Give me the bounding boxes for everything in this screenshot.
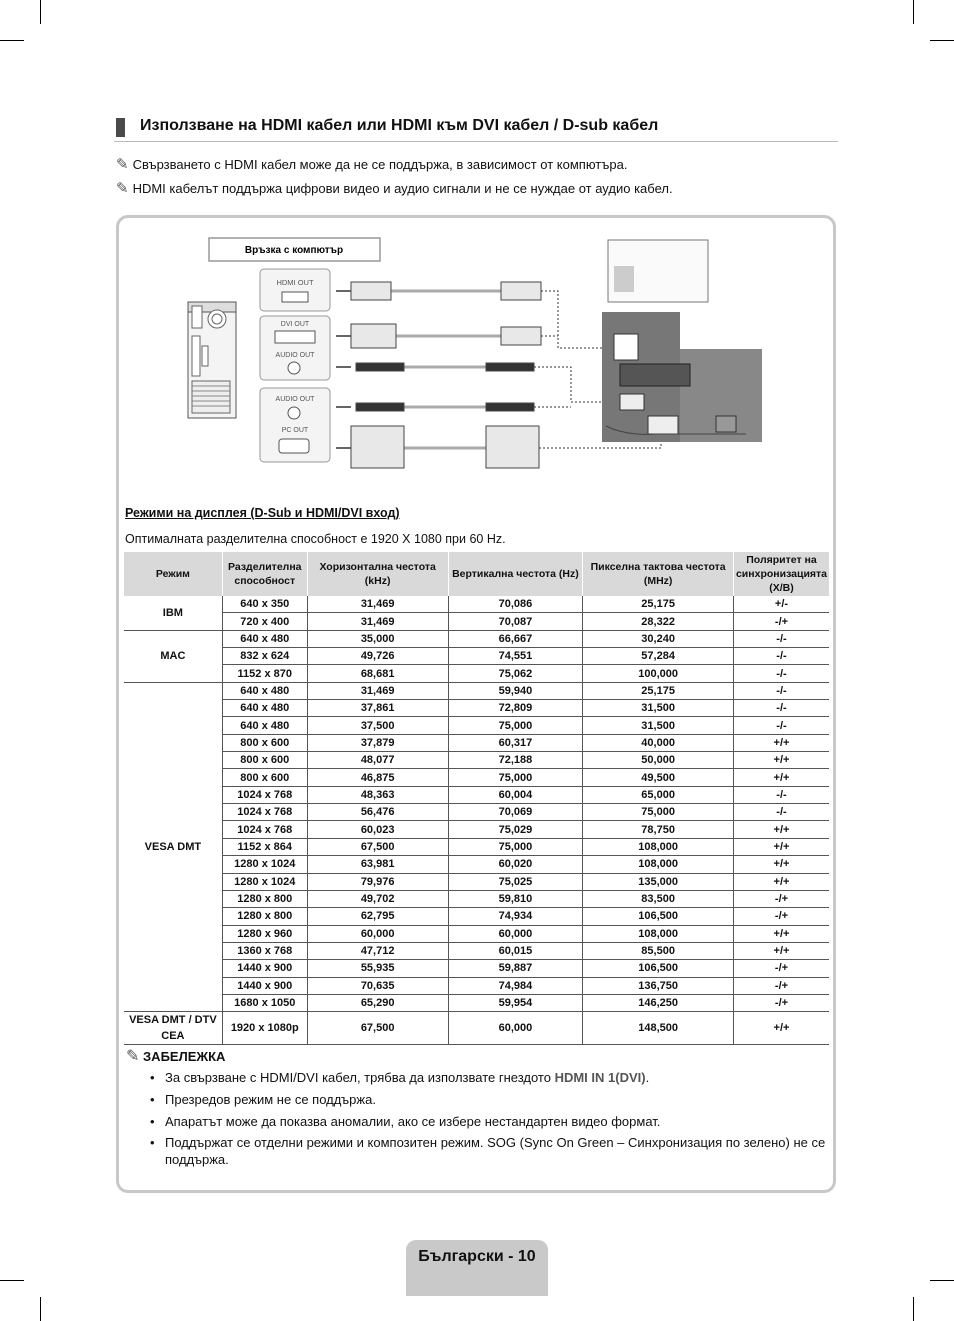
table-cell: 75,000: [448, 769, 583, 786]
table-row: [124, 994, 829, 1011]
table-cell: -/+: [733, 890, 829, 907]
hdmi-out-panel: [260, 269, 330, 311]
table-cell: -/-: [733, 648, 829, 665]
table-cell: 49,702: [307, 890, 448, 907]
table-row: [124, 665, 829, 682]
table-cell: 67,500: [307, 838, 448, 855]
crop-mark: [40, 1297, 41, 1321]
table-cell: 106,500: [583, 960, 734, 977]
crop-mark: [0, 1280, 24, 1281]
table-cell: 720 x 400: [222, 613, 307, 630]
table-row: [124, 786, 829, 803]
table-cell: 640 x 480: [222, 700, 307, 717]
table-cell: +/-: [733, 596, 829, 613]
table-row: [124, 717, 829, 734]
table-cell: 67,500: [307, 1012, 448, 1045]
col-header: Разделителна способност: [222, 552, 307, 596]
table-row: [124, 925, 829, 942]
table-cell: +/+: [733, 873, 829, 890]
table-cell: 66,667: [448, 630, 583, 647]
table-row: [124, 890, 829, 907]
table-row: [124, 630, 829, 647]
table-cell: 72,188: [448, 752, 583, 769]
table-cell: 65,000: [583, 786, 734, 803]
title-bar-marker: [116, 118, 125, 137]
table-cell: 74,934: [448, 908, 583, 925]
table-cell: 75,062: [448, 665, 583, 682]
table-cell: 70,069: [448, 804, 583, 821]
table-row: [124, 752, 829, 769]
table-cell: 31,500: [583, 700, 734, 717]
table-cell: 59,810: [448, 890, 583, 907]
table-cell: 1280 x 1024: [222, 856, 307, 873]
table-cell: 31,469: [307, 613, 448, 630]
table-cell: 28,322: [583, 613, 734, 630]
table-cell: 60,000: [307, 925, 448, 942]
tv-back-panel-icon: [602, 240, 762, 442]
table-cell: 1440 x 900: [222, 960, 307, 977]
display-modes-table: [124, 552, 829, 1045]
table-cell: 75,029: [448, 821, 583, 838]
table-cell: 57,284: [583, 648, 734, 665]
audio-jack-icon: [288, 362, 300, 374]
vga-port-icon: [279, 439, 309, 453]
table-cell: +/+: [733, 942, 829, 959]
table-cell: 59,954: [448, 994, 583, 1011]
table-cell: +/+: [733, 769, 829, 786]
table-cell: 70,086: [448, 596, 583, 613]
table-cell: 100,000: [583, 665, 734, 682]
table-row: [124, 908, 829, 925]
table-row: [124, 804, 829, 821]
dvi-out-label: DVI OUT: [280, 321, 310, 328]
table-cell: 65,290: [307, 994, 448, 1011]
pc-out-label: PC OUT: [281, 427, 309, 434]
table-cell: 40,000: [583, 734, 734, 751]
table-cell: 74,551: [448, 648, 583, 665]
table-cell: 1280 x 1024: [222, 873, 307, 890]
table-cell: +/+: [733, 838, 829, 855]
table-row: [124, 821, 829, 838]
mode-cell: MAC: [124, 630, 222, 682]
table-cell: 60,317: [448, 734, 583, 751]
table-cell: 1152 x 864: [222, 838, 307, 855]
note-line: [116, 155, 627, 173]
table-cell: 800 x 600: [222, 769, 307, 786]
note-heading: [126, 1046, 225, 1065]
table-cell: 640 x 480: [222, 682, 307, 699]
table-cell: 1280 x 960: [222, 925, 307, 942]
page-number: Български - 10: [418, 1248, 536, 1265]
table-row: [124, 873, 829, 890]
table-cell: 1440 x 900: [222, 977, 307, 994]
table-cell: 48,077: [307, 752, 448, 769]
pc-connection-diagram: [186, 236, 766, 472]
crop-mark: [930, 1280, 954, 1281]
table-cell: 108,000: [583, 838, 734, 855]
table-cell: 49,500: [583, 769, 734, 786]
table-cell: 1024 x 768: [222, 821, 307, 838]
table-row: [124, 960, 829, 977]
page-number-tab: [406, 1240, 548, 1296]
col-header: Режим: [124, 552, 222, 596]
table-cell: 60,023: [307, 821, 448, 838]
table-cell: +/+: [733, 734, 829, 751]
table-cell: -/+: [733, 908, 829, 925]
table-cell: 46,875: [307, 769, 448, 786]
table-cell: 60,000: [448, 925, 583, 942]
table-cell: 25,175: [583, 596, 734, 613]
table-row: [124, 856, 829, 873]
table-cell: 1024 x 768: [222, 786, 307, 803]
table-cell: 31,469: [307, 682, 448, 699]
table-cell: -/-: [733, 682, 829, 699]
section-title: [114, 115, 838, 142]
table-cell: 135,000: [583, 873, 734, 890]
table-row: [124, 838, 829, 855]
table-cell: 59,940: [448, 682, 583, 699]
table-row: [124, 734, 829, 751]
table-cell: 832 x 624: [222, 648, 307, 665]
table-cell: 25,175: [583, 682, 734, 699]
table-cell: 50,000: [583, 752, 734, 769]
table-cell: 70,087: [448, 613, 583, 630]
table-cell: -/-: [733, 700, 829, 717]
table-cell: 75,000: [448, 717, 583, 734]
pencil-icon: ✎: [116, 155, 129, 173]
table-cell: +/+: [733, 752, 829, 769]
table-cell: 78,750: [583, 821, 734, 838]
table-row: [124, 682, 829, 699]
table-cell: -/+: [733, 977, 829, 994]
table-cell: 60,004: [448, 786, 583, 803]
table-cell: 48,363: [307, 786, 448, 803]
table-cell: 37,861: [307, 700, 448, 717]
table-cell: 1680 x 1050: [222, 994, 307, 1011]
modes-heading: Режими на дисплея (D-Sub и HDMI/DVI вход): [125, 506, 400, 520]
table-cell: 60,015: [448, 942, 583, 959]
table-cell: 74,984: [448, 977, 583, 994]
mode-cell: VESA DMT: [124, 682, 222, 1012]
table-cell: -/-: [733, 804, 829, 821]
table-cell: 83,500: [583, 890, 734, 907]
table-cell: +/+: [733, 1012, 829, 1045]
col-header: Хоризонтална честота (kHz): [307, 552, 448, 596]
table-cell: 62,795: [307, 908, 448, 925]
table-cell: 800 x 600: [222, 752, 307, 769]
col-header: Пикселна тактова честота (MHz): [583, 552, 734, 596]
note-text: HDMI кабелът поддържа цифрови видео и аудио сигнали и не се нуждае от аудио кабел.: [132, 181, 673, 196]
table-cell: 31,500: [583, 717, 734, 734]
table-cell: 146,250: [583, 994, 734, 1011]
note-heading-text: ЗАБЕЛЕЖКА: [143, 1049, 226, 1064]
note-text: Свързването с HDMI кабел може да не се поддържа, в зависимост от компютъра.: [132, 157, 628, 172]
table-cell: 30,240: [583, 630, 734, 647]
crop-mark: [40, 0, 41, 24]
dvi-port-icon: [275, 331, 315, 343]
table-row: [124, 977, 829, 994]
diagram-heading: Връзка с компютър: [244, 245, 344, 256]
table-row: [124, 700, 829, 717]
table-cell: 75,000: [583, 804, 734, 821]
note-line: [116, 179, 673, 197]
table-cell: 37,500: [307, 717, 448, 734]
audio-out-label: AUDIO OUT: [275, 352, 315, 359]
crop-mark: [0, 40, 24, 41]
table-cell: 640 x 350: [222, 596, 307, 613]
table-cell: 640 x 480: [222, 717, 307, 734]
pencil-icon: ✎: [126, 1046, 140, 1065]
table-cell: 136,750: [583, 977, 734, 994]
table-cell: 35,000: [307, 630, 448, 647]
table-cell: -/+: [733, 613, 829, 630]
table-cell: 1280 x 800: [222, 890, 307, 907]
crop-mark: [913, 1297, 914, 1321]
crop-mark: [913, 0, 914, 24]
table-cell: -/-: [733, 630, 829, 647]
table-cell: 55,935: [307, 960, 448, 977]
table-cell: 108,000: [583, 856, 734, 873]
table-cell: 106,500: [583, 908, 734, 925]
table-row: [124, 648, 829, 665]
table-row: [124, 613, 829, 630]
table-cell: 1024 x 768: [222, 804, 307, 821]
table-row: [124, 942, 829, 959]
table-cell: -/-: [733, 717, 829, 734]
table-cell: 68,681: [307, 665, 448, 682]
table-cell: 148,500: [583, 1012, 734, 1045]
optimal-resolution-text: Оптималната разделителна способност е 1920 X 1080 при 60 Hz.: [125, 532, 506, 546]
hdmi-port-icon: [282, 292, 308, 302]
section-title-text: Използване на HDMI кабел или HDMI към DVI кабел / D-sub кабел: [140, 117, 659, 134]
table-cell: 72,809: [448, 700, 583, 717]
table-cell: 47,712: [307, 942, 448, 959]
table-cell: 1280 x 800: [222, 908, 307, 925]
audio-jack-icon: [288, 407, 300, 419]
table-cell: 85,500: [583, 942, 734, 959]
audio-out-label-2: AUDIO OUT: [275, 396, 315, 403]
hdmi-out-label: HDMI OUT: [276, 278, 314, 287]
table-cell: 59,887: [448, 960, 583, 977]
table-cell: 37,879: [307, 734, 448, 751]
table-row: [124, 1012, 829, 1045]
table-cell: 49,726: [307, 648, 448, 665]
col-header: Вертикална честота (Hz): [448, 552, 583, 596]
table-cell: -/-: [733, 665, 829, 682]
table-row: [124, 596, 829, 613]
table-cell: 640 x 480: [222, 630, 307, 647]
crop-mark: [930, 40, 954, 41]
table-cell: 800 x 600: [222, 734, 307, 751]
mode-cell: IBM: [124, 596, 222, 630]
cable-plugs: [351, 282, 541, 468]
table-cell: +/+: [733, 821, 829, 838]
table-cell: 60,020: [448, 856, 583, 873]
table-cell: 60,000: [448, 1012, 583, 1045]
table-cell: 63,981: [307, 856, 448, 873]
pc-tower-icon: [188, 302, 236, 418]
col-header: Поляритет на синхронизацията (Х/В): [733, 552, 829, 596]
table-cell: 75,025: [448, 873, 583, 890]
table-cell: 70,635: [307, 977, 448, 994]
table-cell: -/+: [733, 960, 829, 977]
table-cell: 1360 x 768: [222, 942, 307, 959]
table-cell: 1152 x 870: [222, 665, 307, 682]
table-cell: 31,469: [307, 596, 448, 613]
mode-cell: VESA DMT / DTV CEA: [124, 1012, 222, 1045]
table-cell: 56,476: [307, 804, 448, 821]
table-cell: +/+: [733, 856, 829, 873]
table-cell: 79,976: [307, 873, 448, 890]
table-cell: -/-: [733, 786, 829, 803]
table-cell: 108,000: [583, 925, 734, 942]
table-cell: 75,000: [448, 838, 583, 855]
table-cell: 1920 x 1080p: [222, 1012, 307, 1045]
table-row: [124, 769, 829, 786]
table-header-row: [124, 552, 829, 596]
pencil-icon: ✎: [116, 179, 129, 197]
table-cell: -/+: [733, 994, 829, 1011]
table-cell: +/+: [733, 925, 829, 942]
